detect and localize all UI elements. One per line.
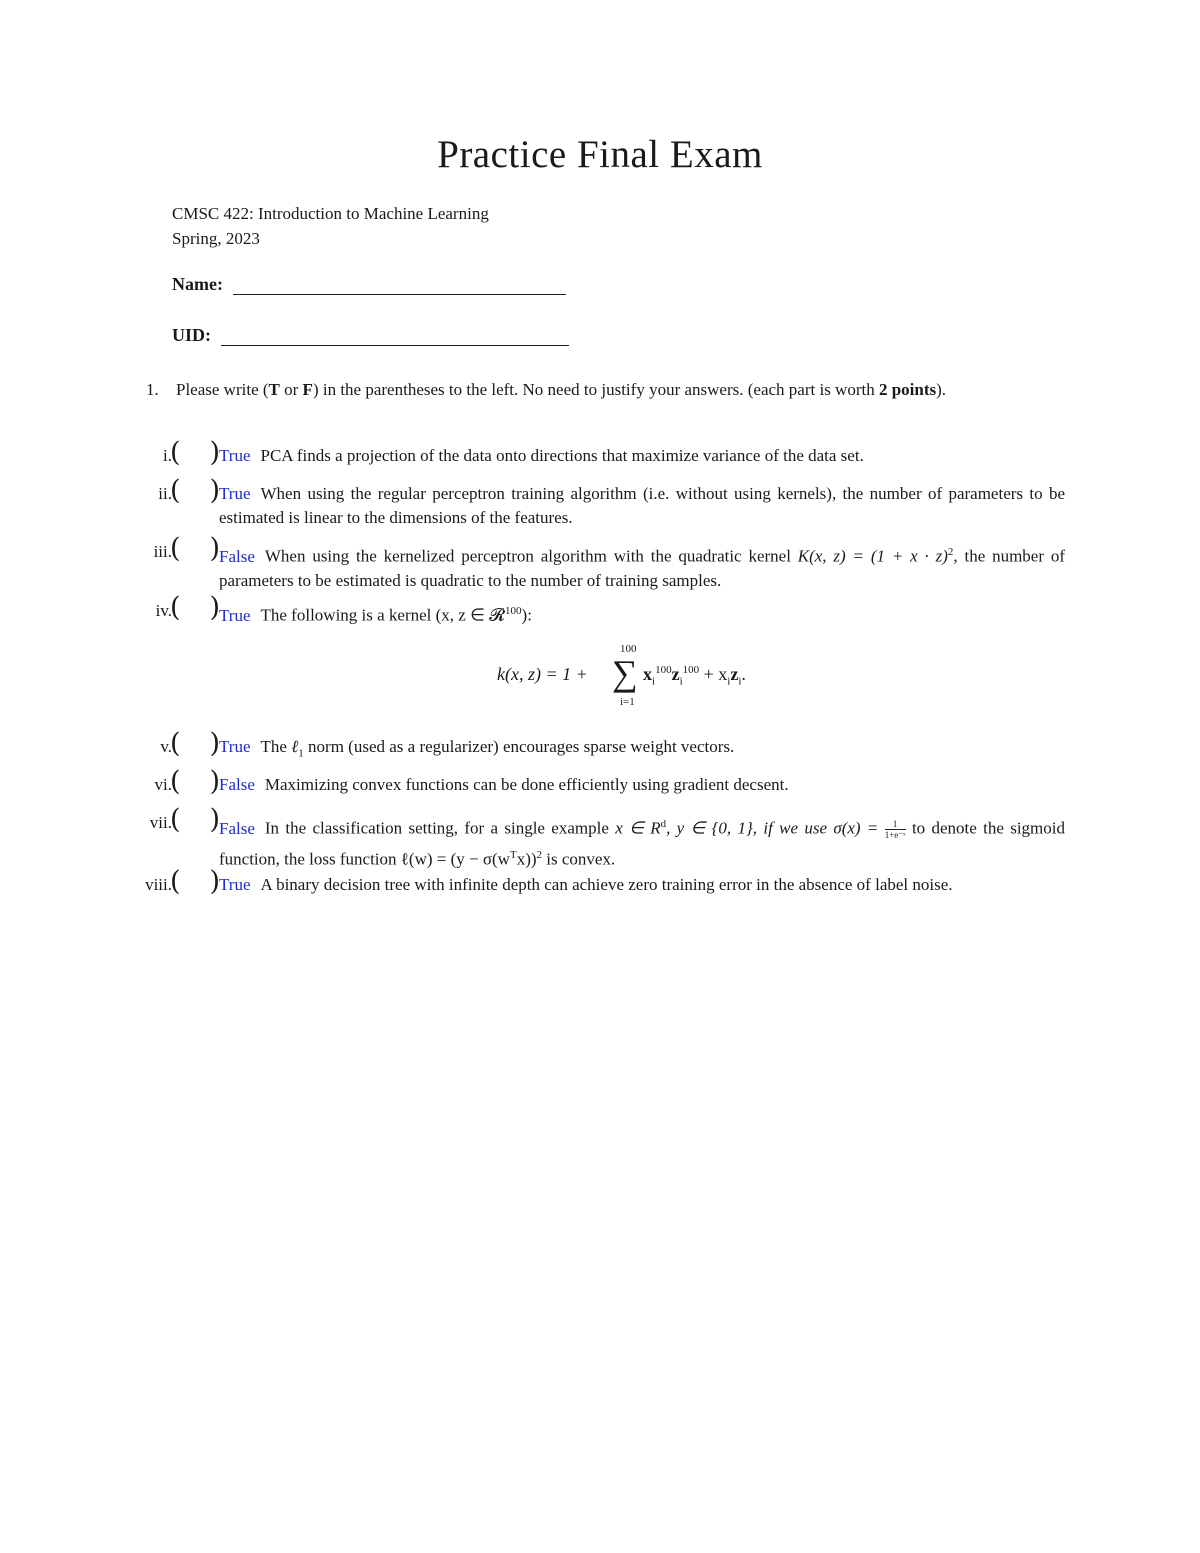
question-sup: 2 bbox=[947, 546, 954, 558]
instructions-text-a: Please write ( bbox=[176, 380, 269, 399]
question-text-a: When using the kernelized perceptron algorithm with the quadratic kernel bbox=[264, 546, 798, 566]
question-text: Maximizing convex functions can be done efficiently using gradient decsent. bbox=[264, 775, 789, 794]
name-line[interactable] bbox=[233, 274, 566, 295]
formula-plus-x: + x bbox=[699, 664, 728, 684]
question-text: PCA finds a projection of the data onto directions that maximize variance of the data set. bbox=[260, 446, 864, 465]
instructions-t: T bbox=[268, 380, 280, 399]
frac-denominator: 1+e⁻ˣ bbox=[884, 830, 906, 841]
question-text-end: ): bbox=[521, 605, 532, 625]
paren-open: ( bbox=[170, 475, 181, 506]
question-text: When using the regular perceptron training algorithm (i.e. without using kernels), the number of parameters to be estimated is linear to the dimensions of the features. bbox=[219, 484, 1065, 527]
answer-parentheses[interactable] bbox=[170, 476, 220, 506]
uid-field[interactable] bbox=[172, 325, 569, 346]
name-field[interactable] bbox=[172, 274, 566, 295]
instructions-f: F bbox=[302, 380, 313, 399]
question-text: A binary decision tree with infinite depth can achieve zero training error in the absence of label noise. bbox=[260, 875, 953, 894]
question-iv bbox=[120, 592, 1065, 628]
course-name: CMSC 422: Introduction to Machine Learning bbox=[172, 204, 489, 223]
question-sup: 100 bbox=[505, 605, 522, 617]
instructions-points: 2 points bbox=[878, 380, 937, 399]
question-y: , y ∈ {0, 1}, if we use σ(x) = bbox=[666, 818, 885, 838]
answer-label: True bbox=[219, 737, 251, 756]
formula-pow: 100 bbox=[655, 664, 672, 676]
paren-open: ( bbox=[170, 533, 181, 564]
answer-label: False bbox=[219, 546, 255, 566]
question-x: x ∈ R bbox=[615, 818, 661, 838]
answer-parentheses[interactable] bbox=[170, 729, 220, 759]
question-v bbox=[120, 728, 1065, 765]
formula-sub-i: i bbox=[652, 675, 656, 688]
roman-numeral: iv. bbox=[155, 601, 172, 620]
paren-close: ) bbox=[209, 592, 220, 623]
uid-label: UID: bbox=[172, 325, 211, 345]
formula-sub-i4: i bbox=[738, 675, 742, 688]
instructions-text-c: ). bbox=[936, 380, 947, 399]
question-sub: 1 bbox=[298, 747, 304, 760]
paren-close: ) bbox=[209, 804, 220, 835]
formula-x: x bbox=[643, 664, 652, 684]
paren-open: ( bbox=[170, 728, 181, 759]
paren-open: ( bbox=[170, 866, 181, 897]
formula-z: z bbox=[671, 664, 680, 684]
frac-numerator: 1 bbox=[885, 819, 906, 830]
question-sq: 2 bbox=[536, 848, 543, 861]
name-label: Name: bbox=[172, 274, 223, 294]
question-math: K(x, z) = (1 + x · z) bbox=[797, 546, 948, 566]
answer-label: False bbox=[219, 818, 255, 838]
formula-sub-i3: i bbox=[727, 675, 731, 688]
question-text-d: is convex. bbox=[542, 849, 616, 869]
question-text-c: x)) bbox=[516, 849, 537, 869]
question-vi bbox=[120, 766, 1065, 797]
answer-parentheses[interactable] bbox=[170, 767, 220, 797]
formula-z2: z bbox=[730, 664, 739, 684]
instructions-text-b: ) in the parentheses to the left. No need to justify your answers. (each part is worth bbox=[312, 380, 879, 399]
roman-numeral: i. bbox=[163, 446, 172, 465]
question-math: ℓ bbox=[291, 737, 299, 756]
question-text-b: norm (used as a regularizer) encourages sparse weight vectors. bbox=[303, 737, 735, 756]
roman-numeral: ii. bbox=[158, 484, 172, 503]
term: Spring, 2023 bbox=[172, 229, 260, 248]
paren-close: ) bbox=[209, 475, 220, 506]
answer-parentheses[interactable] bbox=[170, 867, 220, 897]
question-T: T bbox=[509, 848, 517, 861]
question-vii bbox=[120, 804, 1065, 872]
uid-line[interactable] bbox=[221, 325, 569, 346]
paren-close: ) bbox=[209, 437, 220, 468]
paren-open: ( bbox=[170, 592, 181, 623]
formula-lhs: k(x, z) = 1 + bbox=[497, 664, 588, 684]
question-i bbox=[120, 437, 1065, 468]
roman-numeral: v. bbox=[160, 737, 172, 756]
question-d: d bbox=[660, 818, 667, 830]
answer-label: True bbox=[219, 484, 251, 503]
paren-close: ) bbox=[209, 866, 220, 897]
sum-lower: i=1 bbox=[620, 696, 635, 708]
question-text-b: to denote the sigmoid function, the loss function ℓ(w) = (y − σ(w bbox=[219, 818, 1065, 869]
paren-open: ( bbox=[170, 804, 181, 835]
answer-label: True bbox=[219, 605, 251, 625]
answer-label: False bbox=[219, 775, 255, 794]
formula-sub-i2: i bbox=[679, 675, 683, 688]
answer-parentheses[interactable] bbox=[170, 593, 220, 623]
formula-period: . bbox=[741, 664, 746, 684]
answer-parentheses[interactable] bbox=[170, 534, 220, 564]
exam-title: Practice Final Exam bbox=[437, 133, 763, 176]
question-text: The following is a kernel (x, z ∈ 𝓡 bbox=[260, 605, 506, 625]
question-viii bbox=[120, 866, 1065, 897]
question-text-b: , the number of parameters to be estimated is quadratic to the number of training samples. bbox=[219, 546, 1066, 590]
sum-upper: 100 bbox=[620, 643, 637, 655]
question-text-a: In the classification setting, for a single example bbox=[264, 818, 616, 838]
paren-close: ) bbox=[209, 728, 220, 759]
paren-open: ( bbox=[170, 437, 181, 468]
question-iii bbox=[120, 533, 1066, 593]
roman-numeral: vii. bbox=[149, 813, 172, 832]
paren-open: ( bbox=[170, 766, 181, 797]
roman-numeral: iii. bbox=[153, 542, 172, 561]
paren-close: ) bbox=[209, 533, 220, 564]
instructions bbox=[146, 378, 1066, 402]
formula-pow2: 100 bbox=[682, 664, 700, 676]
instructions-or: or bbox=[279, 380, 303, 399]
sigmoid-fraction bbox=[885, 819, 906, 840]
question-text-a: The bbox=[260, 737, 292, 756]
question-number: 1. bbox=[146, 380, 159, 399]
sum-symbol: ∑ bbox=[612, 653, 638, 693]
answer-label: True bbox=[219, 875, 251, 894]
answer-label: True bbox=[219, 446, 251, 465]
paren-close: ) bbox=[209, 766, 220, 797]
roman-numeral: viii. bbox=[145, 875, 172, 894]
question-ii bbox=[120, 475, 1065, 530]
answer-parentheses[interactable] bbox=[170, 438, 220, 468]
formula-rest bbox=[643, 664, 746, 688]
kernel-formula bbox=[0, 640, 1200, 710]
answer-parentheses[interactable] bbox=[170, 805, 220, 835]
roman-numeral: vi. bbox=[154, 775, 172, 794]
